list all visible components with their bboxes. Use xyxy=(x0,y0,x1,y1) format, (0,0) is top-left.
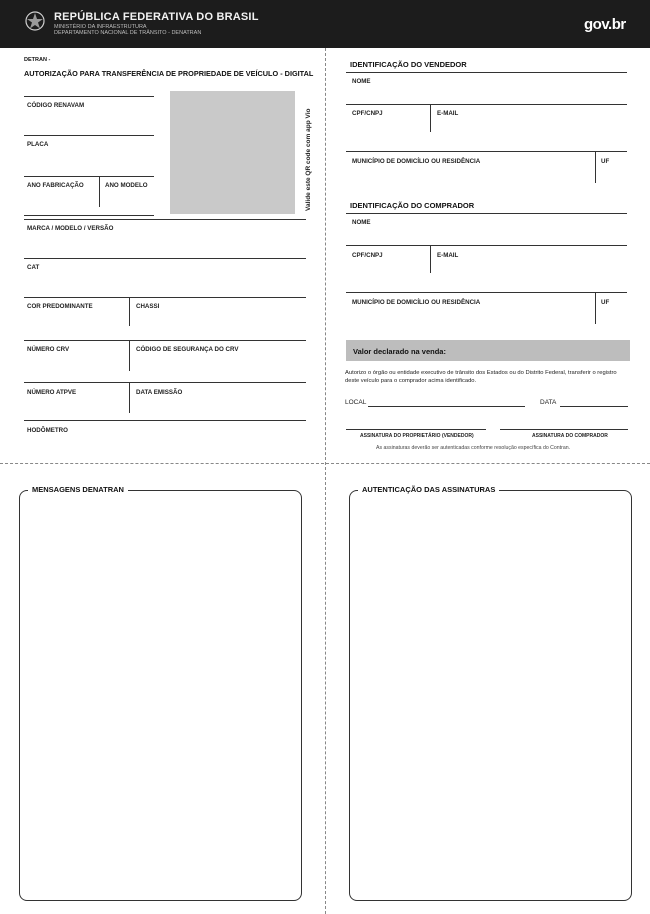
comprador-nome: NOME xyxy=(352,219,371,226)
comprador-cpf: CPF/CNPJ xyxy=(352,252,383,259)
comprador-uf: UF xyxy=(601,299,610,306)
data-line xyxy=(560,406,628,407)
field-cor: COR PREDOMINANTE xyxy=(27,303,93,310)
field-chassi: CHASSI xyxy=(136,303,160,310)
field-marca: MARCA / MODELO / VERSÃO xyxy=(27,225,114,232)
assinatura-comprador: ASSINATURA DO COMPRADOR xyxy=(532,433,608,439)
divider xyxy=(430,246,431,273)
field-hodometro: HODÔMETRO xyxy=(27,427,68,434)
divider xyxy=(129,383,130,413)
valor-label: Valor declarado na venda: xyxy=(353,347,446,356)
field-codigo-seguranca: CÓDIGO DE SEGURANÇA DO CRV xyxy=(136,346,239,353)
comprador-municipio: MUNICÍPIO DE DOMICÍLIO OU RESIDÊNCIA xyxy=(352,299,481,306)
divider xyxy=(24,215,154,216)
divider xyxy=(346,292,627,293)
coat-of-arms-icon xyxy=(24,10,46,32)
vendedor-cpf: CPF/CNPJ xyxy=(352,110,383,117)
field-ano-fabricacao: ANO FABRICAÇÃO xyxy=(27,182,84,189)
vendedor-uf: UF xyxy=(601,158,610,165)
divider xyxy=(99,177,100,207)
divider xyxy=(346,72,627,73)
qr-instruction-text: Valide este QR code com app Vio xyxy=(305,108,312,211)
field-data-emissao: DATA EMISSÃO xyxy=(136,389,183,396)
ministry-line: MINISTÉRIO DA INFRAESTRUTURA xyxy=(54,24,147,30)
divider xyxy=(129,298,130,326)
mensagens-title: MENSAGENS DENATRAN xyxy=(28,485,128,494)
detran-label: DETRAN - xyxy=(24,57,51,63)
divider xyxy=(430,105,431,132)
divider xyxy=(24,135,154,136)
govbr-logo: gov.br xyxy=(584,16,626,33)
divider xyxy=(346,213,627,214)
qr-code xyxy=(170,91,295,214)
assinatura-vendedor: ASSINATURA DO PROPRIETÁRIO (VENDEDOR) xyxy=(360,433,474,439)
authentication-note: As assinaturas deverão ser autenticadas conforme resolução específica do Contran. xyxy=(376,445,571,451)
local-label: LOCAL xyxy=(345,399,367,406)
vendedor-municipio: MUNICÍPIO DE DOMICÍLIO OU RESIDÊNCIA xyxy=(352,158,481,165)
divider xyxy=(346,104,627,105)
comprador-email: E-MAIL xyxy=(437,252,459,259)
signature-line-vendedor xyxy=(346,429,486,430)
divider xyxy=(346,151,627,152)
field-numero-crv: NÚMERO CRV xyxy=(27,346,70,353)
department-line: DEPARTAMENTO NACIONAL DE TRÂNSITO - DENATRAN xyxy=(54,30,202,36)
local-line xyxy=(368,406,525,407)
comprador-title: IDENTIFICAÇÃO DO COMPRADOR xyxy=(350,201,475,210)
field-placa: PLACA xyxy=(27,141,49,148)
divider xyxy=(24,219,306,220)
divider xyxy=(24,297,306,298)
divider xyxy=(129,341,130,371)
field-cat: CAT xyxy=(27,264,40,271)
vertical-fold-line xyxy=(325,48,326,914)
divider xyxy=(346,245,627,246)
document-title: AUTORIZAÇÃO PARA TRANSFERÊNCIA DE PROPRIEDADE DE VEÍCULO - DIGITAL xyxy=(24,69,314,78)
mensagens-box xyxy=(19,490,302,901)
vendedor-email: E-MAIL xyxy=(437,110,459,117)
field-numero-atpve: NÚMERO ATPVE xyxy=(27,389,77,396)
divider xyxy=(24,382,306,383)
vendedor-nome: NOME xyxy=(352,78,371,85)
autorizo-text: Autorizo o órgão ou entidade executivo de trânsito dos Estados ou do Distrito Federal, transferir o registro deste veículo para o comprador acima identificado. xyxy=(345,370,617,384)
field-renavam: CÓDIGO RENAVAM xyxy=(27,102,85,109)
divider xyxy=(595,152,596,183)
autenticacao-title: AUTENTICAÇÃO DAS ASSINATURAS xyxy=(358,485,499,494)
field-ano-modelo: ANO MODELO xyxy=(105,182,148,189)
qr-instruction xyxy=(294,93,312,213)
divider xyxy=(24,340,306,341)
signature-line-comprador xyxy=(500,429,628,430)
data-label: DATA xyxy=(540,399,557,406)
divider xyxy=(24,176,154,177)
divider xyxy=(24,96,154,97)
divider xyxy=(595,293,596,324)
republic-title: REPÚBLICA FEDERATIVA DO BRASIL xyxy=(54,11,259,23)
divider xyxy=(24,420,306,421)
autenticacao-box xyxy=(349,490,632,901)
divider xyxy=(24,258,306,259)
vendedor-title: IDENTIFICAÇÃO DO VENDEDOR xyxy=(350,60,467,69)
horizontal-fold-line xyxy=(0,463,650,464)
